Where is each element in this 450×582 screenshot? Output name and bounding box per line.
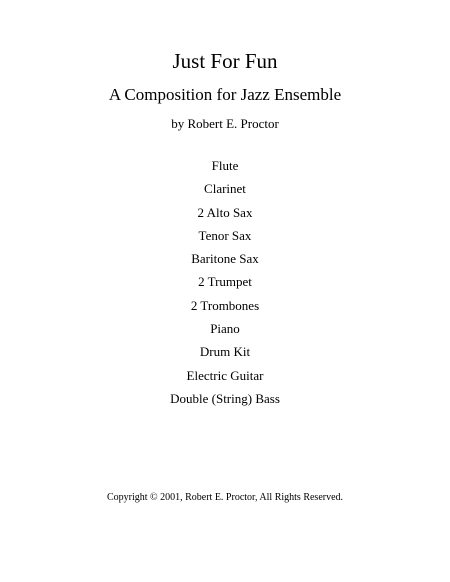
instrument-item: Clarinet bbox=[204, 181, 246, 197]
instrument-item: Flute bbox=[211, 158, 239, 173]
composer-byline: by Robert E. Proctor bbox=[171, 116, 279, 131]
instrument-item: 2 Alto Sax bbox=[197, 204, 253, 220]
instrument-item: Double (String) Bass bbox=[170, 390, 280, 406]
instrument-item: Tenor Sax bbox=[198, 227, 252, 243]
instrument-item: Piano bbox=[210, 321, 240, 337]
composition-subtitle: A Composition for Jazz Ensemble bbox=[108, 85, 342, 104]
instrument-item: Electric Guitar bbox=[186, 367, 264, 383]
copyright-notice: Copyright © 2001, Robert E. Proctor, All Rights Reserved. bbox=[106, 492, 344, 503]
instrument-item: Drum Kit bbox=[199, 344, 251, 360]
instrument-item: Baritone Sax bbox=[191, 251, 259, 267]
instrument-item: 2 Trumpet bbox=[198, 274, 252, 290]
composition-title: Just For Fun bbox=[172, 49, 278, 73]
instrument-item: 2 Trombones bbox=[190, 297, 260, 313]
instrumentation-list bbox=[0, 154, 450, 410]
